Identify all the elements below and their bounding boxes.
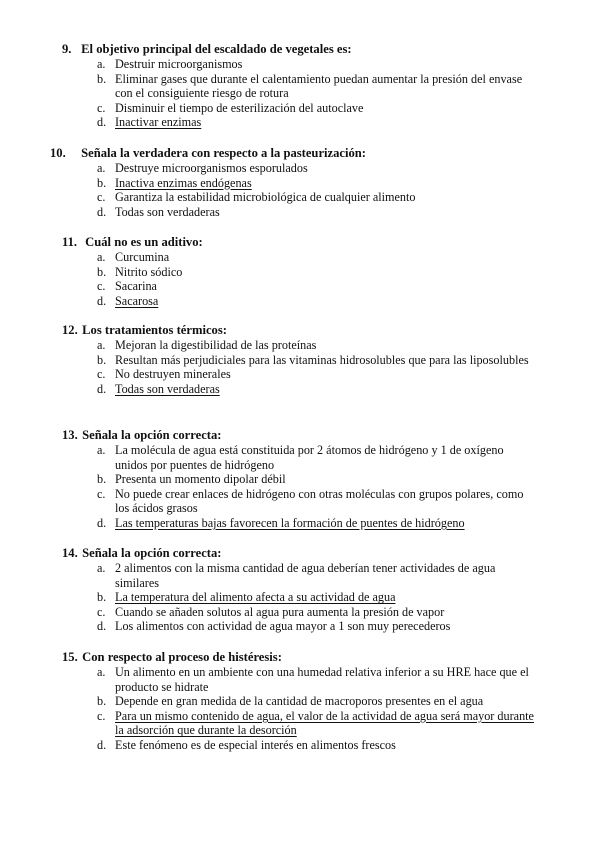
option-d bbox=[0, 294, 535, 309]
option-letter: a. bbox=[97, 561, 106, 575]
option-letter: a. bbox=[97, 57, 106, 71]
question-text: Con respecto al proceso de histéresis: bbox=[82, 650, 282, 664]
option-letter: d. bbox=[97, 293, 107, 308]
question-text: Cuál no es un aditivo: bbox=[85, 235, 203, 249]
option-list bbox=[0, 665, 600, 753]
option-text-correct: Para un mismo contenido de agua, el valor de la actividad de agua será mayor durante la adsorción que durante la desorción bbox=[115, 708, 534, 738]
option-letter: c. bbox=[97, 486, 106, 501]
option-letter: b. bbox=[97, 590, 107, 605]
option-b bbox=[0, 265, 535, 280]
option-letter: d. bbox=[97, 515, 107, 530]
option-letter: d. bbox=[97, 619, 107, 634]
option-b bbox=[0, 176, 535, 191]
option-list bbox=[0, 338, 600, 396]
question-title bbox=[0, 428, 600, 443]
option-text: Cuando se añaden solutos al agua pura aumenta la presión de vapor bbox=[115, 604, 445, 619]
question-number: 12. bbox=[62, 323, 78, 337]
option-text: Nitrito sódico bbox=[115, 264, 183, 279]
question-title bbox=[0, 146, 600, 161]
option-d bbox=[0, 115, 535, 130]
question-11 bbox=[0, 235, 600, 308]
option-c bbox=[0, 709, 535, 738]
option-c bbox=[0, 279, 535, 294]
option-b bbox=[0, 72, 535, 101]
option-list bbox=[0, 250, 600, 308]
option-text: Presenta un momento dipolar débil bbox=[115, 472, 286, 487]
option-c bbox=[0, 487, 535, 516]
option-text: Depende en gran medida de la cantidad de macroporos presentes en el agua bbox=[115, 694, 484, 709]
option-b bbox=[0, 590, 535, 605]
option-c bbox=[0, 101, 535, 116]
question-9 bbox=[0, 42, 600, 130]
option-letter: c. bbox=[97, 604, 106, 619]
option-c bbox=[0, 190, 535, 205]
option-b bbox=[0, 694, 535, 709]
option-text: Mejoran la digestibilidad de las proteínas bbox=[115, 338, 317, 352]
option-text: Resultan más perjudiciales para las vitaminas hidrosolubles que para las liposolubles bbox=[115, 352, 529, 367]
option-letter: b. bbox=[97, 352, 107, 367]
option-text: Todas son verdaderas bbox=[115, 204, 220, 219]
option-list bbox=[0, 161, 600, 219]
question-10 bbox=[0, 146, 600, 219]
option-text-correct: Inactiva enzimas endógenas bbox=[115, 175, 252, 190]
question-title bbox=[0, 650, 600, 665]
option-letter: d. bbox=[97, 737, 107, 752]
question-number: 11. bbox=[62, 235, 78, 249]
question-13 bbox=[0, 428, 600, 531]
option-text: Curcumina bbox=[115, 250, 170, 264]
option-list bbox=[0, 57, 600, 130]
option-text: Disminuir el tiempo de esterilización del autoclave bbox=[115, 100, 364, 115]
option-text: Los alimentos con actividad de agua mayor a 1 son muy perecederos bbox=[115, 619, 451, 634]
question-text: Los tratamientos térmicos: bbox=[82, 323, 227, 337]
question-title bbox=[0, 235, 600, 250]
option-text: No destruyen minerales bbox=[115, 367, 231, 382]
option-a bbox=[0, 665, 535, 694]
option-letter: c. bbox=[97, 279, 106, 294]
option-d bbox=[0, 738, 535, 753]
option-letter: b. bbox=[97, 694, 107, 709]
option-a bbox=[0, 338, 535, 353]
option-letter: b. bbox=[97, 264, 107, 279]
option-d bbox=[0, 205, 535, 220]
question-number: 10. bbox=[50, 146, 66, 160]
option-letter: a. bbox=[97, 338, 106, 352]
option-text: Eliminar gases que durante el calentamiento puedan aumentar la presión del envase con el consiguiente riesgo de rotura bbox=[115, 71, 523, 101]
option-a bbox=[0, 250, 535, 265]
option-letter: d. bbox=[97, 381, 107, 396]
option-text-correct: La temperatura del alimento afecta a su actividad de agua bbox=[115, 590, 396, 605]
option-b bbox=[0, 353, 535, 368]
option-d bbox=[0, 516, 535, 531]
option-letter: a. bbox=[97, 443, 106, 457]
option-text-correct: Las temperaturas bajas favorecen la formación de puentes de hidrógeno bbox=[115, 515, 465, 530]
question-15 bbox=[0, 650, 600, 753]
option-list bbox=[0, 443, 600, 531]
option-list bbox=[0, 561, 600, 634]
option-letter: a. bbox=[97, 665, 106, 679]
option-text: Garantiza la estabilidad microbiológica de cualquier alimento bbox=[115, 190, 416, 205]
question-number: 13. bbox=[62, 428, 78, 442]
option-text: Destruir microorganismos bbox=[115, 57, 243, 71]
question-text: Señala la opción correcta: bbox=[82, 546, 222, 560]
option-b bbox=[0, 472, 535, 487]
question-number: 14. bbox=[62, 546, 78, 560]
question-title bbox=[0, 323, 600, 338]
question-title bbox=[0, 42, 600, 57]
option-text: No puede crear enlaces de hidrógeno con otras moléculas con grupos polares, como los ácidos grasos bbox=[115, 486, 524, 516]
option-letter: a. bbox=[97, 250, 106, 264]
option-text-correct: Inactivar enzimas bbox=[115, 115, 202, 130]
option-a bbox=[0, 57, 535, 72]
option-letter: c. bbox=[97, 190, 106, 205]
option-d bbox=[0, 619, 535, 634]
option-letter: c. bbox=[97, 708, 106, 723]
option-text-correct: Todas son verdaderas bbox=[115, 381, 220, 396]
option-text: Destruye microorganismos esporulados bbox=[115, 161, 308, 175]
option-d bbox=[0, 382, 535, 397]
option-text: La molécula de agua está constituida por 2 átomos de hidrógeno y 1 de oxígeno unidos por puentes de hidrógeno bbox=[115, 443, 504, 472]
option-letter: c. bbox=[97, 100, 106, 115]
option-text-correct: Sacarosa bbox=[115, 293, 159, 308]
question-title bbox=[0, 546, 600, 561]
question-text: Señala la verdadera con respecto a la pasteurización: bbox=[81, 146, 366, 160]
option-letter: d. bbox=[97, 204, 107, 219]
question-12 bbox=[0, 323, 600, 396]
question-text: El objetivo principal del escaldado de vegetales es: bbox=[81, 42, 352, 56]
option-letter: d. bbox=[97, 115, 107, 130]
option-text: Este fenómeno es de especial interés en alimentos frescos bbox=[115, 737, 396, 752]
option-letter: a. bbox=[97, 161, 106, 175]
option-a bbox=[0, 443, 535, 472]
option-c bbox=[0, 605, 535, 620]
option-text: Sacarina bbox=[115, 279, 157, 294]
option-a bbox=[0, 561, 535, 590]
option-letter: c. bbox=[97, 367, 106, 382]
option-letter: b. bbox=[97, 472, 107, 487]
question-number: 9. bbox=[62, 42, 72, 56]
option-c bbox=[0, 367, 535, 382]
question-number: 15. bbox=[62, 650, 78, 664]
option-letter: b. bbox=[97, 71, 107, 86]
option-text: 2 alimentos con la misma cantidad de agua deberían tener actividades de agua similares bbox=[115, 561, 496, 590]
option-letter: b. bbox=[97, 175, 107, 190]
question-14 bbox=[0, 546, 600, 634]
option-a bbox=[0, 161, 535, 176]
question-text: Señala la opción correcta: bbox=[82, 428, 222, 442]
option-text: Un alimento en un ambiente con una humedad relativa inferior a su HRE hace que el producto se hidrate bbox=[115, 665, 529, 694]
